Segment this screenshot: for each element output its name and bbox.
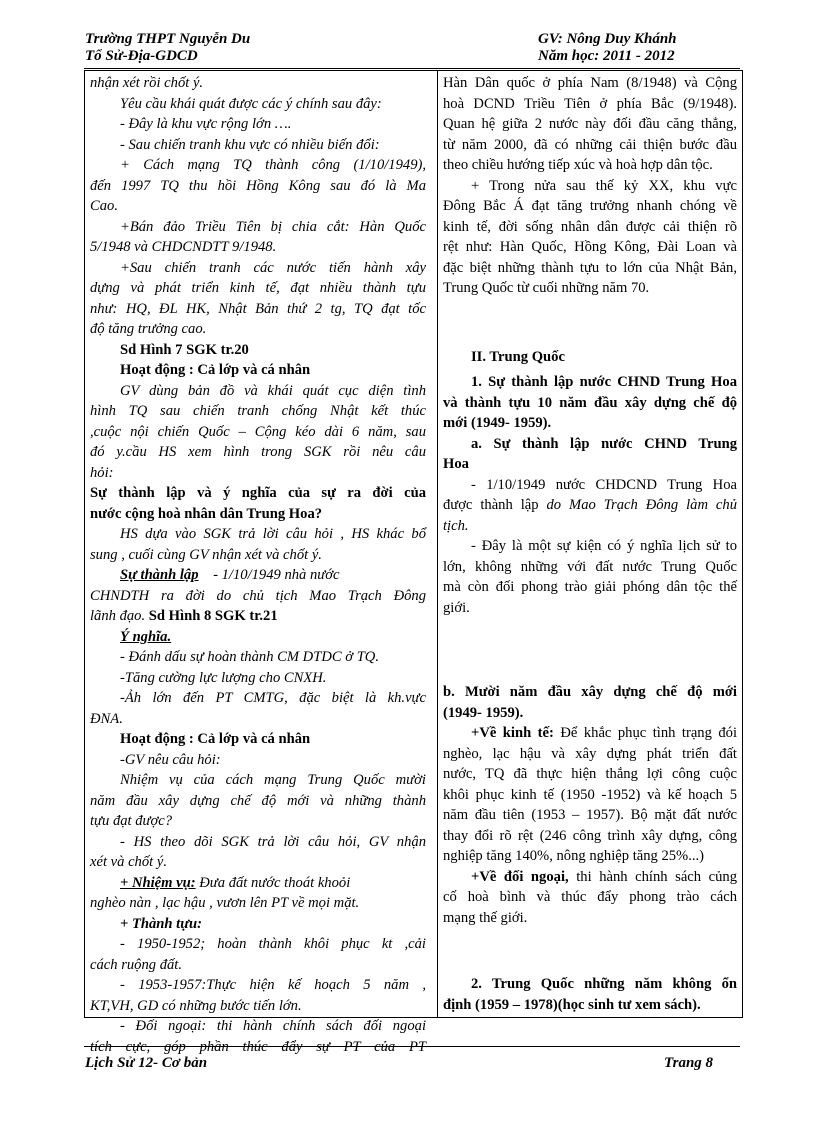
right-line: - Đây là một sự kiện có ý nghĩa lịch sử to: [471, 538, 737, 554]
left-column-cell: [85, 71, 438, 1055]
achievements-heading: + Thành tựu:: [120, 916, 202, 932]
left-line: tích cực, góp phần thúc đẩy sự PT của PT: [90, 1039, 426, 1055]
left-line: - Đánh dấu sự hoàn thành CM DTDC ở TQ.: [120, 649, 379, 665]
right-line: kinh tế, đời sống nhân dân được cải thiện rõ: [443, 219, 737, 235]
subsection-heading: (1949- 1959).: [443, 705, 524, 721]
establishment-text: - 1/10/1949 nhà nước: [213, 567, 340, 583]
foreign-policy-text: thi hành chính sách củng: [576, 869, 738, 885]
left-line: -Ảh lớn đến PT CMTG, đặc biệt là kh.vực: [120, 690, 426, 706]
right-line: rệt như: Hàn Quốc, Hồng Kông, Đài Loan và: [443, 239, 737, 255]
left-line: hỏi:: [90, 465, 114, 481]
footer-subject: Lịch Sử 12- Cơ bản: [85, 1055, 208, 1071]
left-line-text: lãnh đạo.: [90, 608, 146, 624]
activity-heading: Hoạt động : Cả lớp và cá nhân: [120, 362, 311, 378]
subsection-heading: a. Sự thành lập nước CHND Trung: [471, 436, 737, 452]
left-line: [90, 606, 426, 627]
left-line: nghèo nàn , lạc hậu , vươn lên PT về mọi mặt.: [90, 895, 360, 911]
subsection-heading: định (1959 – 1978)(học sinh tư xem sách).: [443, 997, 701, 1013]
tasks-text: Đưa đất nước thoát khoỏi: [199, 875, 351, 891]
left-line: Nhiệm vụ của cách mạng Trung Quốc mười: [120, 772, 426, 788]
subsection-heading: Hoa: [443, 456, 469, 472]
right-line: nước, TQ đã thực hiện thắng lợi công cuộc: [443, 766, 737, 782]
question-line: nước cộng hoà nhân dân Trung Hoa?: [90, 506, 323, 522]
economy-text: Để khắc phục tình trạng đói: [560, 725, 738, 741]
figure-reference: Sd Hình 8 SGK tr.21: [148, 608, 278, 624]
teacher-name: GV: Nông Duy Khánh: [538, 31, 677, 47]
right-line: mạng thế giới.: [443, 910, 528, 926]
header-rule: [84, 68, 740, 69]
right-line: - 1/10/1949 nước CHDCND Trung Hoa: [471, 477, 737, 493]
left-line: CHNDTH ra đời do chủ tịch Mao Trạch Đông: [90, 588, 426, 604]
right-line: Quan hệ giữa 2 nước này đối đầu căng thẳng,: [443, 116, 737, 132]
right-line: + Trong nửa sau thế kỷ XX, khu vực: [471, 178, 737, 194]
right-line: giới.: [443, 600, 470, 616]
left-line: năm đầu xây dựng chế độ mới và những thành: [90, 793, 426, 809]
right-line: năm đầu tiên (1953 – 1957). Bộ mặt đất nước: [443, 807, 737, 823]
left-line: cách ruộng đất.: [90, 957, 183, 973]
left-column: [85, 71, 437, 1055]
right-line: cố hoà bình và thúc đẩy phong trào cách: [443, 889, 737, 905]
establishment-label: Sự thành lập: [120, 567, 199, 583]
left-line: - HS theo dõi SGK trả lời câu hỏi, GV nhận: [120, 834, 426, 850]
right-line: nghiệp tăng 140%, nông nghiệp tăng 25%...): [443, 848, 705, 864]
right-line: nghèo, lạc hậu và xây dựng phát triển đất: [443, 746, 737, 762]
right-line: [443, 723, 737, 744]
right-column: [438, 71, 742, 1017]
right-line: hoà DCND Triều Tiên ở phía Bắc (9/1948).: [443, 96, 737, 112]
left-line: nhận xét rồi chốt ý.: [90, 75, 204, 91]
left-line: + Cách mạng TQ thành công (1/10/1949),: [120, 157, 426, 173]
left-line: +Sau chiến tranh các nước tiến hành xây: [120, 260, 426, 276]
left-line: 5/1948 và CHDCNDTT 9/1948.: [90, 239, 277, 255]
right-line: Đông Bắc Á đạt tăng trưởng nhanh chóng về: [443, 198, 737, 214]
department-name: Tổ Sử-Địa-GDCD: [85, 48, 198, 64]
left-line: như: HQ, ĐL HK, Nhật Bản thứ 2 tg, TQ đạt tốc: [90, 301, 426, 317]
right-line-italic: do Mao Trạch Đông làm chủ: [546, 497, 738, 513]
left-line: đó y.cầu HS xem hình trong SGK rồi nêu câu: [90, 444, 426, 460]
tasks-label: + Nhiệm vụ:: [120, 875, 196, 891]
left-line: HS dựa vào SGK trả lời câu hỏi , HS khác bổ: [120, 526, 426, 542]
left-line: KT,VH, GD có những bước tiến lớn.: [90, 998, 302, 1014]
left-line: +Bán đảo Triều Tiên bị chia cắt: Hàn Quốc: [120, 219, 426, 235]
page-header-left: [85, 31, 250, 65]
left-line: -GV nêu câu hỏi:: [120, 752, 221, 768]
figure-reference: Sd Hình 7 SGK tr.20: [120, 342, 249, 358]
right-line: lớn, không những với đất nước Trung Quốc: [443, 559, 737, 575]
right-line: mà còn đối phong trào giải phóng dân tộc thế: [443, 579, 737, 595]
lesson-table: [84, 70, 743, 1055]
question-line: Sự thành lập và ý nghĩa của sự ra đời của: [90, 485, 426, 501]
page-number: Trang 8: [664, 1055, 714, 1071]
left-line: - Đây là khu vực rộng lớn ….: [120, 116, 292, 132]
right-line: Hàn Dân quốc ở phía Nam (8/1948) và Cộng: [443, 75, 737, 91]
economy-label: +Về kinh tế:: [471, 725, 554, 741]
right-line: [443, 495, 737, 516]
left-line: xét và chốt ý.: [90, 854, 167, 870]
left-line: - 1950-1952; hoàn thành khôi phục kt ,cải: [120, 936, 426, 952]
left-line: - Đối ngoại: thi hành chính sách đối ngoại: [120, 1018, 426, 1034]
footer-rule: [84, 1046, 740, 1047]
right-line: tịch.: [443, 518, 469, 534]
left-line: đến 1997 TQ thu hồi Hồng Kông sau đó là Ma: [90, 178, 426, 194]
left-line: ĐNA.: [90, 711, 123, 727]
page-header-right: [538, 31, 677, 65]
right-column-cell: [438, 71, 743, 1018]
left-line: sung , cuối cùng GV nhận xét và chốt ý.: [90, 547, 322, 563]
school-year: Năm học: 2011 - 2012: [538, 48, 675, 64]
left-line: tựu đạt được?: [90, 813, 173, 829]
left-line: - 1953-1957:Thực hiện kế hoạch 5 năm ,: [120, 977, 426, 993]
subsection-heading: b. Mười năm đầu xây dựng chế độ mới: [443, 684, 737, 700]
subsection-heading: 2. Trung Quốc những năm không ổn: [471, 976, 737, 992]
foreign-policy-label: +Về đối ngoại,: [471, 869, 569, 885]
right-line: Trung Quốc từ cuối những năm 70.: [443, 280, 650, 296]
right-line: theo chiều hướng tiếp xúc và hoà hợp dân tộc.: [443, 157, 713, 173]
right-line: [443, 867, 737, 888]
right-line: thay đổi rõ rệt (246 công trình xây dựng, công: [443, 828, 737, 844]
activity-heading: Hoạt động : Cả lớp và cá nhân: [120, 731, 311, 747]
left-line: ,cuộc nội chiến Quốc – Cộng kéo dài 6 năm, sau: [90, 424, 426, 440]
left-line: - Sau chiến tranh khu vực có nhiều biến đổi:: [120, 137, 380, 153]
left-line: độ tăng trưởng cao.: [90, 321, 207, 337]
school-name: Trường THPT Nguyễn Du: [85, 31, 251, 47]
subsection-heading: mới (1949- 1959).: [443, 415, 552, 431]
subsection-heading: 1. Sự thành lập nước CHND Trung Hoa: [471, 374, 737, 390]
subsection-heading: và thành tựu 10 năm đầu xây dựng chế độ: [443, 395, 737, 411]
left-line: [90, 565, 426, 586]
right-line: đặc biệt những thành tựu to lớn của Nhật Bản,: [443, 260, 737, 276]
left-line: dựng và phát triển kinh tế, đạt nhiều thành tựu: [90, 280, 426, 296]
left-line: GV dùng bản đồ và khái quát cục diện tình: [120, 383, 426, 399]
left-line: Cao.: [90, 198, 118, 214]
left-line: hình TQ sau chiến tranh chống Nhật kết thúc: [90, 403, 426, 419]
meaning-heading: Ý nghĩa.: [120, 629, 172, 645]
right-line: khôi phục kinh tế (1950 -1952) và kế hoạch 5: [443, 787, 737, 803]
section-heading: II. Trung Quốc: [471, 349, 565, 365]
right-line: từ năm 2000, đã có những cải thiện bước đầu: [443, 137, 737, 153]
right-line-text: được thành lập: [443, 497, 539, 513]
left-line: [90, 873, 426, 894]
left-line: -Tăng cường lực lượng cho CNXH.: [120, 670, 327, 686]
left-line: Yêu cầu khái quát được các ý chính sau đây:: [120, 96, 382, 112]
